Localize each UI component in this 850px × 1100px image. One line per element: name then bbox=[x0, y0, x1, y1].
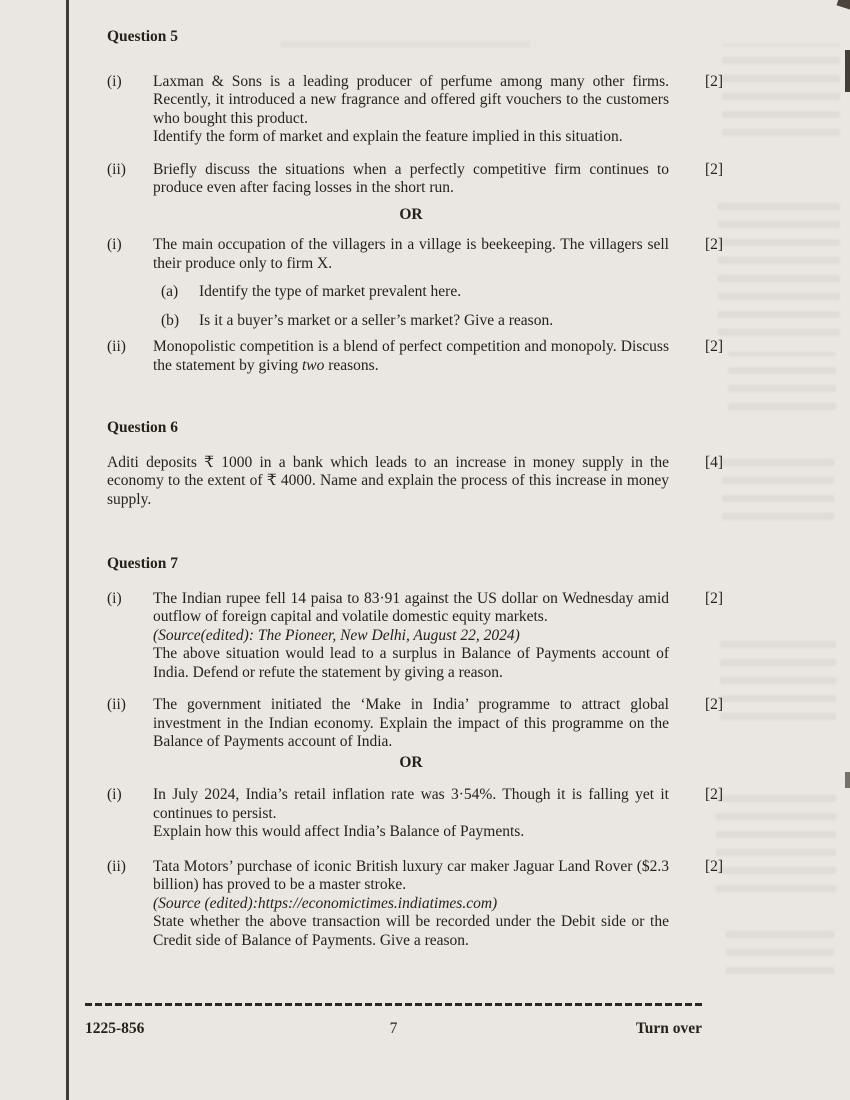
item-number: (i) bbox=[107, 786, 122, 803]
question-5-title: Question 5 bbox=[107, 28, 179, 45]
question-text: Aditi deposits ₹ 1000 in a bank which leads to an increase in money supply in the economy to the extent of ₹ 4000. Name and explain the process of this increase in money supply. bbox=[107, 453, 669, 508]
question-text: Laxman & Sons is a leading producer of perfume among many other firms. Recently, it introduced a new fragrance and offered gift vouchers to the customers who bought this product. bbox=[153, 72, 669, 127]
spacer bbox=[107, 754, 153, 773]
question-6-title: Question 6 bbox=[107, 419, 179, 436]
sub-item bbox=[161, 283, 669, 302]
question-7-title: Question 7 bbox=[107, 555, 179, 572]
or-label: OR bbox=[399, 205, 423, 223]
sub-item bbox=[161, 312, 669, 331]
spacer bbox=[107, 206, 153, 225]
question-text: Briefly discuss the situations when a perfectly competitive firm continues to produce even after facing losses in the short run. bbox=[153, 160, 669, 196]
marks-badge: [2] bbox=[705, 236, 724, 253]
scan-edge-mark bbox=[845, 50, 850, 92]
question-item bbox=[107, 590, 747, 683]
sub-item-text: Identify the type of market prevalent here. bbox=[199, 283, 462, 300]
page-number: 7 bbox=[389, 1020, 398, 1037]
item-body bbox=[153, 338, 669, 375]
item-number: (ii) bbox=[107, 160, 126, 178]
turn-over-label: Turn over bbox=[635, 1020, 702, 1037]
or-divider bbox=[107, 206, 747, 225]
question-item bbox=[107, 338, 747, 375]
or-label: OR bbox=[399, 753, 423, 771]
question-text: Identify the form of market and explain the feature implied in this situation. bbox=[153, 128, 623, 145]
question-text-part: reasons. bbox=[324, 356, 379, 374]
question-item bbox=[107, 696, 747, 752]
question-text: Explain how this would affect India’s Balance of Payments. bbox=[153, 823, 525, 840]
item-body bbox=[153, 161, 669, 198]
question-text: The government initiated the ‘Make in India’ programme to attract global investment in the Indian economy. Explain the impact of this programme on the Balance of Payments account of India. bbox=[153, 696, 669, 750]
spacer bbox=[669, 754, 747, 773]
page-content bbox=[107, 28, 747, 950]
item-body bbox=[153, 696, 669, 752]
marks-badge: [2] bbox=[705, 338, 724, 355]
item-body bbox=[153, 73, 669, 147]
marks-badge: [4] bbox=[705, 453, 724, 471]
question-text: The above situation would lead to a surplus in Balance of Payments account of India. Defend or refute the statement by giving a reason. bbox=[153, 645, 669, 681]
question-text-part: Monopolistic competition is a blend of perfect competition and monopoly. Discuss the statement by giving bbox=[153, 338, 669, 374]
dashed-separator bbox=[85, 1003, 702, 1006]
item-number: (ii) bbox=[107, 696, 126, 713]
marks-badge: [2] bbox=[705, 857, 724, 875]
question-item bbox=[107, 236, 747, 330]
item-body bbox=[153, 236, 669, 330]
scan-edge-mark bbox=[845, 772, 850, 788]
question-text: The Indian rupee fell 14 paisa to 83·91 against the US dollar on Wednesday amid outflow of foreign capital and volatile domestic equity markets. bbox=[153, 589, 669, 625]
item-number: (ii) bbox=[107, 338, 126, 355]
item-number: (i) bbox=[107, 72, 122, 90]
scan-binding-line bbox=[66, 0, 69, 1100]
item-body bbox=[153, 786, 669, 842]
item-body bbox=[107, 454, 669, 510]
or-divider bbox=[107, 754, 747, 773]
scan-corner-mark bbox=[837, 0, 850, 10]
footer-row bbox=[85, 1020, 702, 1038]
emphasized-word: two bbox=[301, 356, 325, 374]
page-footer bbox=[85, 1003, 702, 1038]
item-number: (i) bbox=[107, 236, 122, 253]
question-item bbox=[107, 161, 747, 198]
marks-badge: [2] bbox=[705, 72, 724, 90]
source-citation: (Source(edited): The Pioneer, New Delhi, August 22, 2024) bbox=[153, 626, 520, 644]
question-item bbox=[107, 858, 747, 951]
marks-badge: [2] bbox=[705, 786, 724, 803]
question-text: In July 2024, India’s retail inflation rate was 3·54%. Though it is falling yet it continues to persist. bbox=[153, 786, 669, 822]
item-number: (ii) bbox=[107, 857, 126, 875]
question-text: The main occupation of the villagers in a village is beekeeping. The villagers sell their produce only to firm X. bbox=[153, 236, 669, 272]
item-body bbox=[153, 590, 669, 683]
question-item bbox=[107, 786, 747, 842]
marks-badge: [2] bbox=[705, 696, 724, 713]
question-text: State whether the above transaction will be recorded under the Debit side or the Credit side of Balance of Payments. Give a reason. bbox=[153, 913, 669, 949]
marks-badge: [2] bbox=[705, 160, 724, 178]
item-body bbox=[153, 858, 669, 951]
spacer bbox=[669, 206, 747, 225]
paper-code: 1225-856 bbox=[85, 1020, 145, 1037]
item-number: (i) bbox=[107, 589, 122, 607]
question-text bbox=[153, 338, 669, 375]
marks-badge: [2] bbox=[705, 589, 724, 607]
source-citation: (Source (edited):https://economictimes.indiatimes.com) bbox=[153, 894, 498, 912]
sub-item-number: (a) bbox=[161, 283, 179, 300]
sub-item-text: Is it a buyer’s market or a seller’s market? Give a reason. bbox=[199, 311, 554, 329]
question-item bbox=[107, 73, 747, 147]
question-text: Tata Motors’ purchase of iconic British luxury car maker Jaguar Land Rover ($2.3 billion) has proved to be a master stroke. bbox=[153, 857, 669, 893]
sub-item-number: (b) bbox=[161, 311, 180, 329]
question-item bbox=[107, 454, 747, 510]
